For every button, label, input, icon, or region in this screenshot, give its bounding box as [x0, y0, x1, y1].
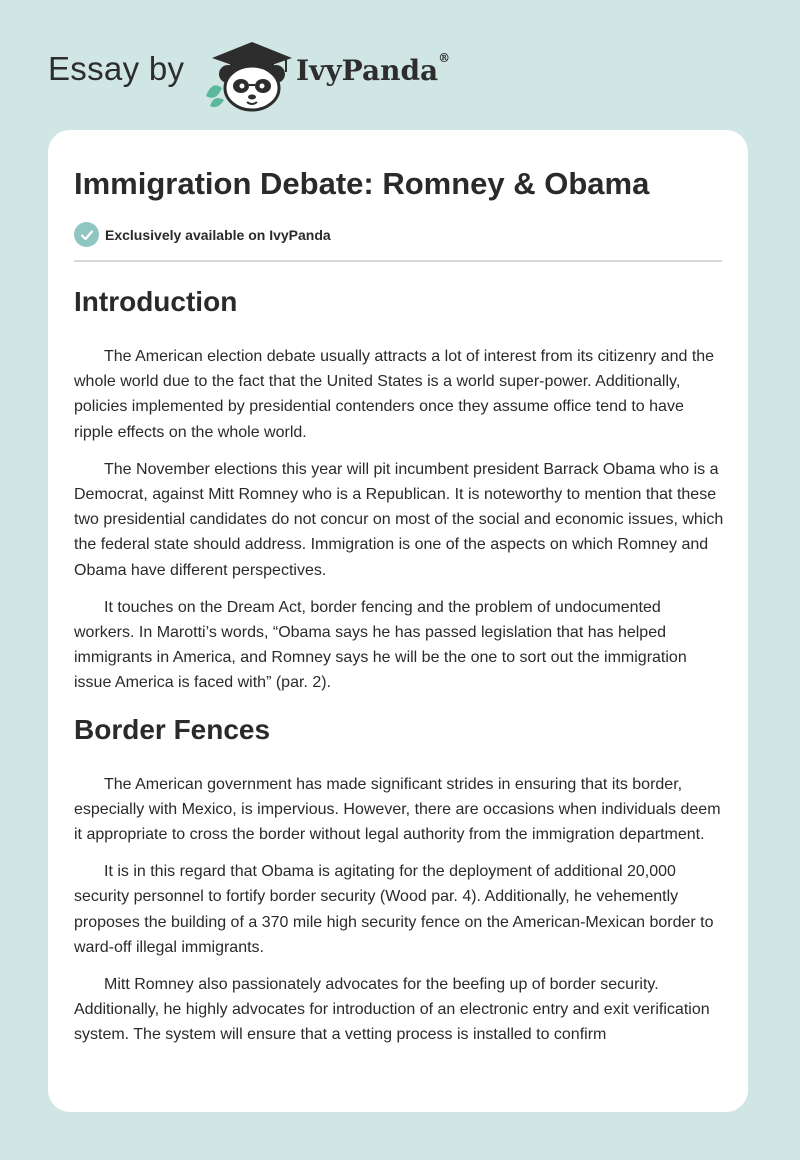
- essay-by-label: Essay by: [48, 50, 185, 87]
- paragraph: It is in this regard that Obama is agitating for the deployment of additional 20,000 security personnel to fortify border security (Wood par. 4). Additionally, he vehemently proposes the building of a 370 mile high security fence on the American-Mexican border to ward-off illegal immigrants.: [74, 863, 714, 956]
- section-heading-border-fences: Border Fences: [74, 713, 271, 745]
- ivypanda-logo[interactable]: [202, 36, 302, 112]
- paragraph: The American election debate usually attracts a lot of interest from its citizenry and the whole world due to the fact that the United States is a world super-power. Additionally, policies implemented by presidential contenders once they assume office tend to have ripple effects on the whole world.: [74, 348, 715, 441]
- registered-mark: ®: [438, 50, 451, 65]
- essay-card: [48, 130, 748, 1112]
- paragraph: Mitt Romney also passionately advocates for the beefing up of border security. Additionally, he highly advocates for introduction of an electronic entry and exit verification system. The system will ensure that a vetting process is installed to confirm: [74, 976, 710, 1044]
- paragraph: It touches on the Dream Act, border fencing and the problem of undocumented workers. In Marotti’s words, “Obama says he has passed legislation that has helped immigrants in America, and Romney says he will be the one to sort out the immigration issue America is faced with” (par. 2).: [74, 598, 687, 692]
- article-body: [74, 280, 724, 1060]
- section-heading-introduction: Introduction: [74, 286, 238, 317]
- brand-text: IvyPanda: [296, 54, 439, 87]
- exclusive-badge: [74, 222, 331, 247]
- paragraph: The November elections this year will pit incumbent president Barrack Obama who is a Democrat, against Mitt Romney who is a Republican. It is noteworthy to mention that these two presidential candidates do not concur on most of the social and economic issues, which the federal state should address. Immigration is one of the aspects on which Romney and Obama have different perspectives.: [74, 460, 724, 579]
- exclusive-badge-label: Exclusively available on IvyPanda: [105, 226, 331, 243]
- site-header: [48, 36, 648, 116]
- brand-name[interactable]: [296, 50, 451, 87]
- panda-icon: [202, 36, 302, 112]
- paragraph: The American government has made significant strides in ensuring that its border, especially with Mexico, is impervious. However, there are occasions when individuals deem it appropriate to cross the border without legal authority from the immigration department.: [74, 775, 721, 844]
- divider: [74, 260, 722, 262]
- page-title: Immigration Debate: Romney & Obama: [74, 166, 650, 201]
- check-circle-icon: [74, 222, 99, 247]
